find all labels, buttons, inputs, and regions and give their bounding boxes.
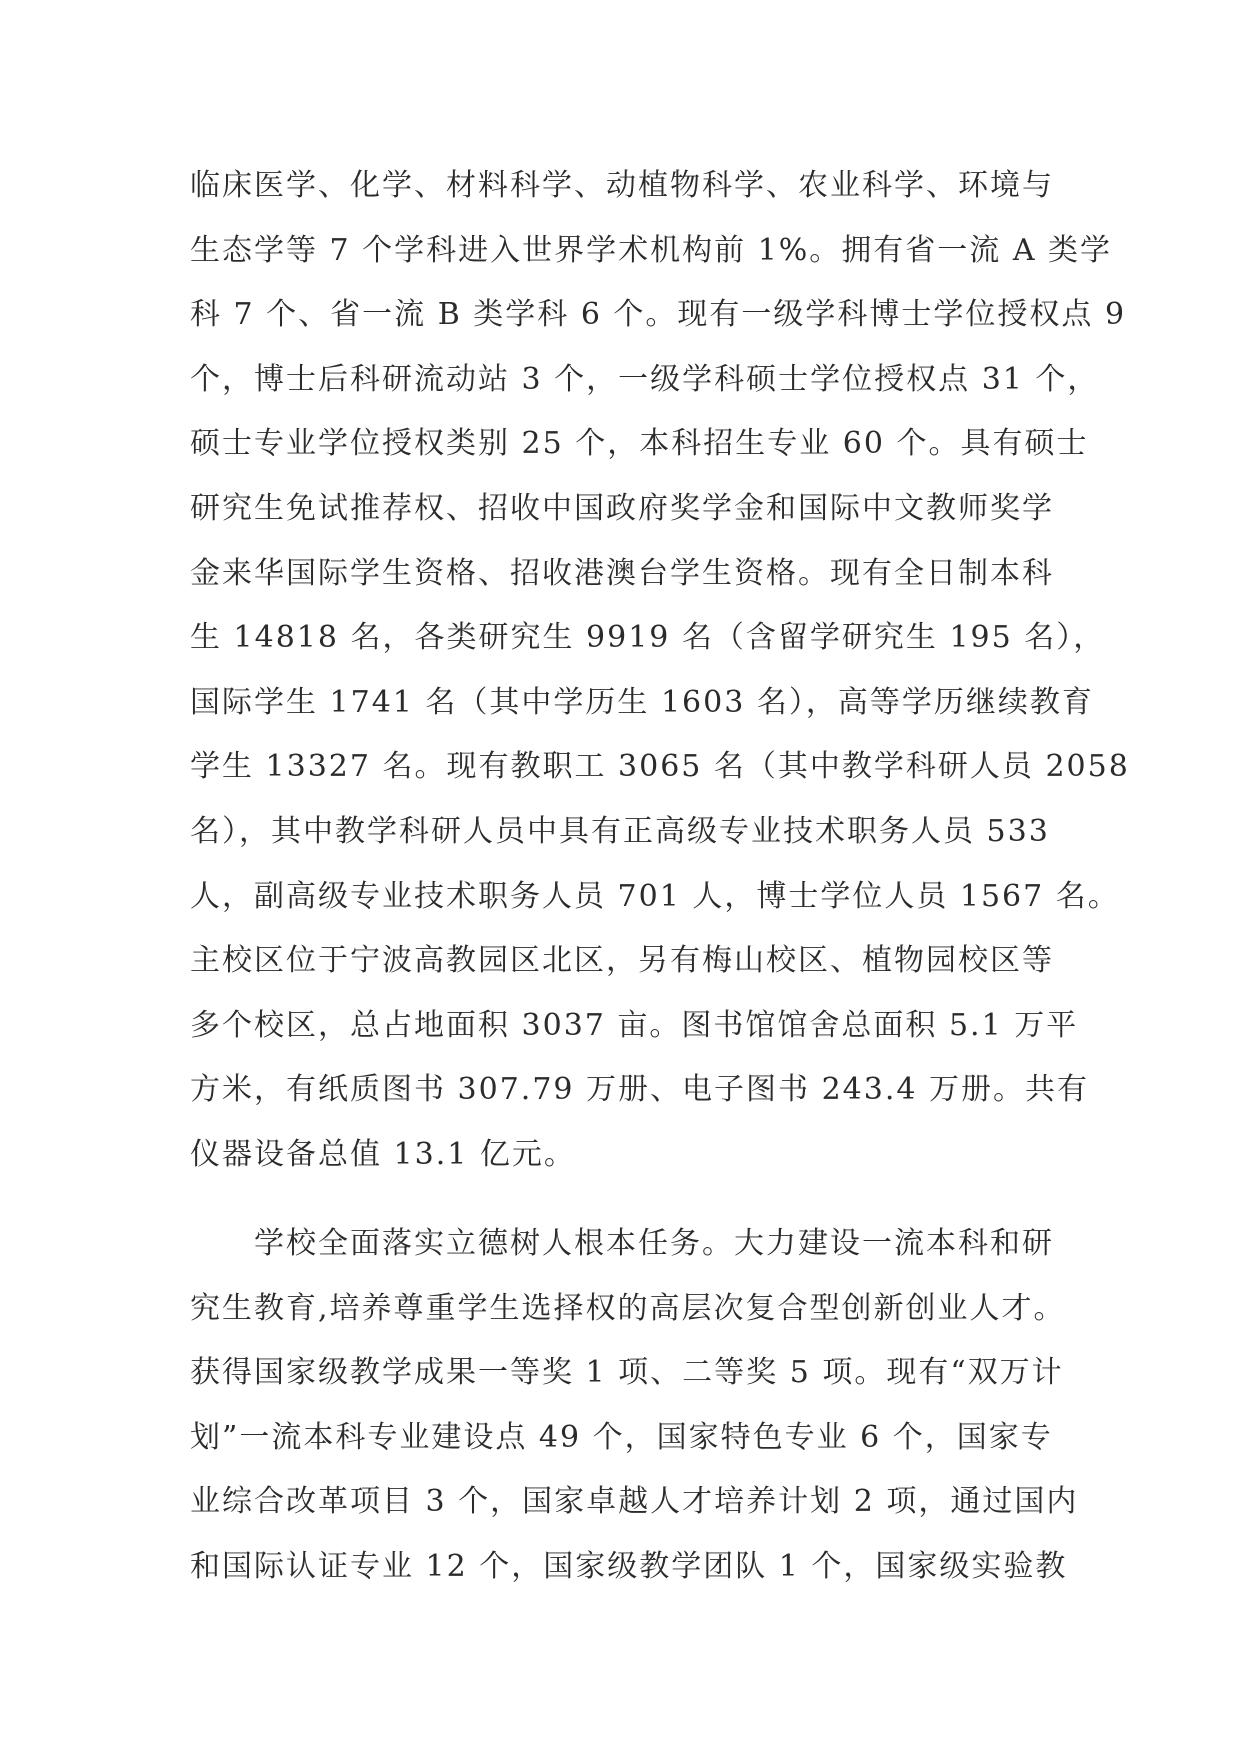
text-line: 个，博士后科研流动站 3 个，一级学科硕士学位授权点 31 个， (190, 361, 1100, 397)
text-line: 硕士专业学位授权类别 25 个，本科招生专业 60 个。具有硕士 (190, 426, 1089, 462)
text-line: 科 7 个、省一流 B 类学科 6 个。现有一级学科博士学位授权点 9 (190, 297, 1127, 333)
paragraph-2 (190, 1212, 1079, 1600)
text-line: 和国际认证专业 12 个，国家级教学团队 1 个，国家级实验教 (190, 1548, 1068, 1584)
text-line: 究生教育,培养尊重学生选择权的高层次复合型创新创业人才。 (190, 1290, 1066, 1326)
text-line: 划”一流本科专业建设点 49 个，国家特色专业 6 个，国家专 (190, 1419, 1053, 1455)
text-line: 获得国家级教学成果一等奖 1 项、二等奖 5 项。现有“双万计 (190, 1355, 1064, 1391)
text-line: 人，副高级专业技术职务人员 701 人，博士学位人员 1567 名。 (190, 878, 1120, 914)
text-line: 多个校区，总占地面积 3037 亩。图书馆馆舍总面积 5.1 万平 (190, 1007, 1079, 1043)
text-line: 生 14818 名，各类研究生 9919 名（含留学研究生 195 名）， (190, 620, 1106, 656)
text-line: 临床医学、化学、材料科学、动植物科学、农业科学、环境与 (190, 168, 1054, 203)
text-line: 学校全面落实立德树人根本任务。大力建设一流本科和研 (254, 1226, 1054, 1261)
text-line: 方米，有纸质图书 307.79 万册、电子图书 243.4 万册。共有 (190, 1072, 1089, 1108)
paragraph-1 (190, 154, 1130, 1188)
text-line: 金来华国际学生资格、招收港澳台学生资格。现有全日制本科 (190, 555, 1054, 591)
text-line: 研究生免试推荐权、招收中国政府奖学金和国际中文教师奖学 (190, 490, 1054, 526)
text-line: 业综合改革项目 3 个，国家卓越人才培养计划 2 项，通过国内 (190, 1484, 1079, 1520)
text-line: 名），其中教学科研人员中具有正高级专业技术职务人员 533 (190, 813, 1050, 849)
text-line: 主校区位于宁波高教园区北区，另有梅山校区、植物园校区等 (190, 943, 1054, 979)
text-line: 国际学生 1741 名（其中学历生 1603 名），高等学历继续教育 (190, 684, 1094, 720)
text-line: 仪器设备总值 13.1 亿元。 (190, 1136, 576, 1172)
text-line: 生态学等 7 个学科进入世界学术机构前 1%。拥有省一流 A 类学 (190, 232, 1113, 268)
text-line: 学生 13327 名。现有教职工 3065 名（其中教学科研人员 2058 (190, 749, 1130, 785)
